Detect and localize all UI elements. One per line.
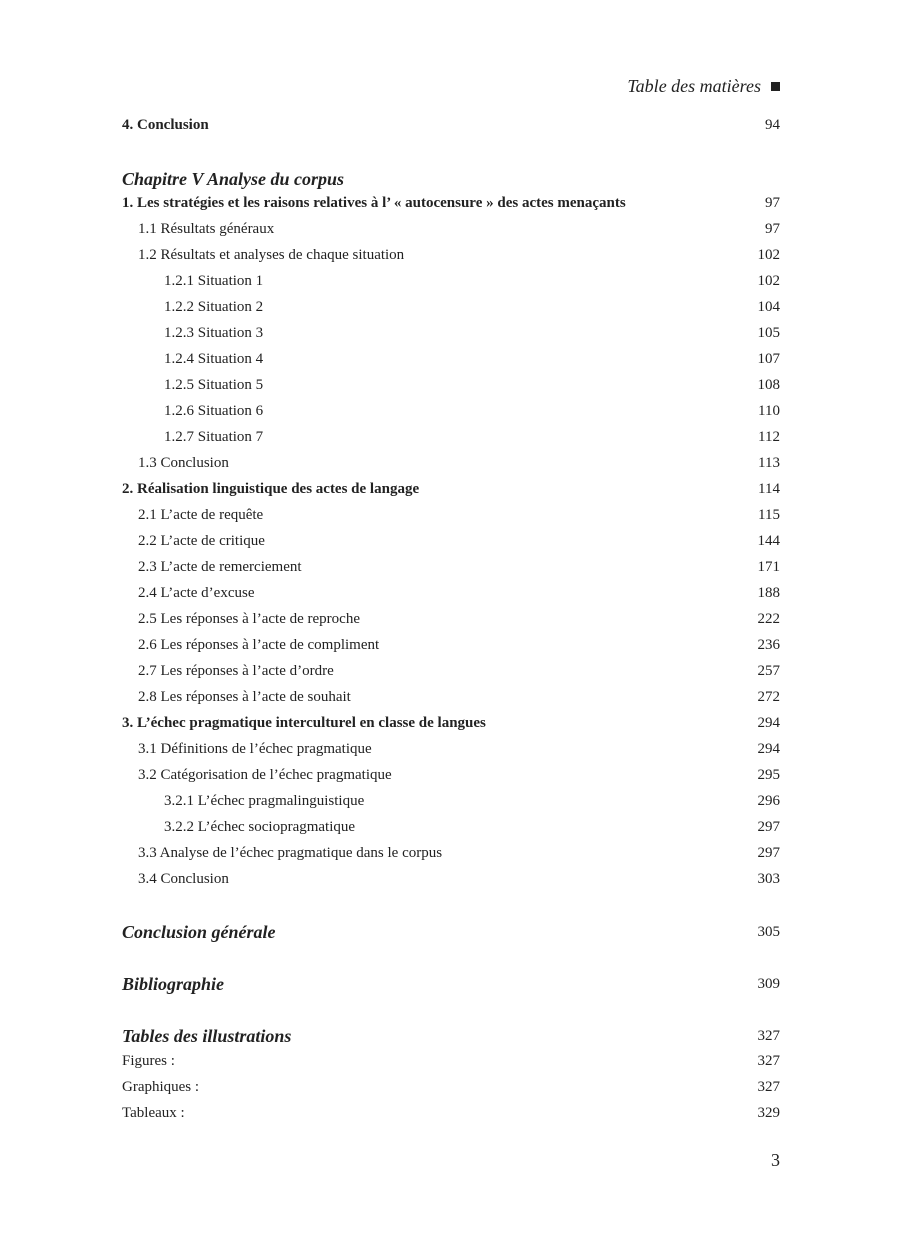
toc-entry — [122, 866, 780, 892]
page-number: 3 — [771, 1150, 780, 1170]
toc-entry-page: 327 — [757, 1079, 780, 1095]
running-header — [122, 76, 780, 97]
toc-entry — [122, 528, 780, 554]
toc-entry — [122, 710, 780, 736]
toc-entry — [122, 398, 780, 424]
toc-entry-title: 2.8 Les réponses à l’acte de souhait — [138, 689, 351, 705]
toc-entry-title: Figures : — [122, 1053, 175, 1069]
toc-entry-page: 272 — [757, 689, 780, 705]
toc-entry-page: 305 — [757, 924, 780, 940]
toc-entry-page: 113 — [758, 455, 780, 471]
toc-entry-title: 1.2.5 Situation 5 — [164, 377, 264, 393]
toc-entry-page: 107 — [757, 351, 780, 367]
toc-entry-title: 1.2.3 Situation 3 — [164, 325, 264, 341]
toc-entry-title: 1.2 Résultats et analyses de chaque situation — [138, 247, 405, 263]
toc-entry-title: 3.4 Conclusion — [138, 871, 229, 887]
toc-entry-page: 297 — [757, 845, 780, 861]
toc-entry — [122, 424, 780, 450]
toc-entry-page: 102 — [757, 273, 780, 289]
toc-entry-title: 1.2.1 Situation 1 — [164, 273, 264, 289]
toc-entry-page: 327 — [757, 1028, 780, 1044]
toc-entry — [122, 346, 780, 372]
toc-entry-page: 309 — [757, 976, 780, 992]
toc-entry-title: 2.4 L’acte d’excuse — [138, 585, 255, 601]
toc-entry-page: 114 — [758, 481, 780, 497]
toc-entry-title: 1.1 Résultats généraux — [138, 221, 275, 237]
toc-entry — [122, 372, 780, 398]
toc-entry-page: 329 — [757, 1105, 780, 1121]
toc-entry-page: 303 — [757, 871, 780, 887]
toc-entry-title: Graphiques : — [122, 1079, 200, 1095]
toc-entry — [122, 112, 780, 138]
toc-entry-title: 1.2.6 Situation 6 — [164, 403, 264, 419]
toc-entry-title: 2. Réalisation linguistique des actes de langage — [122, 481, 420, 497]
toc-entry-page: 102 — [757, 247, 780, 263]
toc-entry-page: 236 — [757, 637, 780, 653]
toc-entry-title: 4. Conclusion — [122, 117, 209, 133]
toc-entry-title: 3.2 Catégorisation de l’échec pragmatique — [138, 767, 392, 783]
toc-entry-title: 2.2 L’acte de critique — [138, 533, 265, 549]
toc-entry — [122, 216, 780, 242]
toc-entry — [122, 971, 780, 997]
toc-entry-page: 144 — [757, 533, 780, 549]
toc-entry-title: 3.2.1 L’échec pragmalinguistique — [164, 793, 365, 809]
toc-entry-title: 1. Les stratégies et les raisons relatives à l’ « autocensure » des actes menaçants — [122, 195, 626, 211]
toc-entry — [122, 1100, 780, 1126]
toc-entry — [122, 320, 780, 346]
toc-entry — [122, 268, 780, 294]
toc-entry-title: 1.3 Conclusion — [138, 455, 229, 471]
toc-entry-page: 97 — [765, 221, 780, 237]
toc-entry — [122, 1074, 780, 1100]
toc-entry-page: 295 — [757, 767, 780, 783]
toc-entry-title: 1.2.7 Situation 7 — [164, 429, 264, 445]
toc-entry-title: 3.1 Définitions de l’échec pragmatique — [138, 741, 372, 757]
toc-entry-page: 171 — [757, 559, 780, 575]
toc-entry — [122, 814, 780, 840]
toc-entry-page: 188 — [757, 585, 780, 601]
toc-entry-title: Tableaux : — [122, 1105, 185, 1121]
toc-entry — [122, 502, 780, 528]
toc-entry — [122, 580, 780, 606]
toc-entry-title: 2.6 Les réponses à l’acte de compliment — [138, 637, 380, 653]
toc-entry-page: 222 — [757, 611, 780, 627]
toc-entry-page: 294 — [757, 715, 780, 731]
toc-entry-page: 294 — [757, 741, 780, 757]
toc-entry-page: 327 — [757, 1053, 780, 1069]
toc-entry-page: 115 — [758, 507, 780, 523]
toc-entry-title: Bibliographie — [122, 974, 225, 994]
toc-entry — [122, 788, 780, 814]
toc-entry — [122, 840, 780, 866]
toc-entry-page: 296 — [757, 793, 780, 809]
toc-entry-page: 110 — [758, 403, 780, 419]
toc-entry — [122, 606, 780, 632]
toc-entry — [122, 242, 780, 268]
toc-entry-page: 257 — [757, 663, 780, 679]
toc-entry — [122, 476, 780, 502]
toc-entry — [122, 190, 780, 216]
toc-entry-page: 97 — [765, 195, 780, 211]
toc-entry — [122, 632, 780, 658]
toc-entry — [122, 166, 780, 192]
toc-entry-title: 3.2.2 L’échec sociopragmatique — [164, 819, 356, 835]
toc-entry-title: 2.7 Les réponses à l’acte d’ordre — [138, 663, 334, 679]
toc-entry — [122, 736, 780, 762]
toc-entry-page: 105 — [757, 325, 780, 341]
toc-entry — [122, 919, 780, 945]
toc-entry-title: 1.2.2 Situation 2 — [164, 299, 264, 315]
toc-entry-title: Conclusion générale — [122, 922, 276, 942]
toc-entry — [122, 450, 780, 476]
toc-entry-title: 1.2.4 Situation 4 — [164, 351, 264, 367]
toc-entry — [122, 762, 780, 788]
toc-entry — [122, 658, 780, 684]
toc-entry-title: 2.3 L’acte de remerciement — [138, 559, 302, 575]
toc-entry-page: 94 — [765, 117, 780, 133]
toc-entry — [122, 294, 780, 320]
toc-entry-page: 108 — [757, 377, 780, 393]
toc-entry-title: 3. L’échec pragmatique interculturel en classe de langues — [122, 715, 486, 731]
toc-entry-page: 104 — [757, 299, 780, 315]
toc-entry-title: 3.3 Analyse de l’échec pragmatique dans le corpus — [138, 845, 443, 861]
toc-entry-title: 2.5 Les réponses à l’acte de reproche — [138, 611, 360, 627]
toc-entry — [122, 554, 780, 580]
toc-entry-title: Chapitre V Analyse du corpus — [122, 169, 345, 189]
toc-entry-title: Tables des illustrations — [122, 1026, 292, 1046]
toc-entry-page: 112 — [758, 429, 780, 445]
toc-entry — [122, 684, 780, 710]
running-header-title: Table des matières — [627, 76, 761, 96]
toc-entry-title: 2.1 L’acte de requête — [138, 507, 264, 523]
toc-entry — [122, 1048, 780, 1074]
toc-entry — [122, 1023, 780, 1049]
black-square-icon — [771, 82, 780, 91]
toc-entry-page: 297 — [757, 819, 780, 835]
